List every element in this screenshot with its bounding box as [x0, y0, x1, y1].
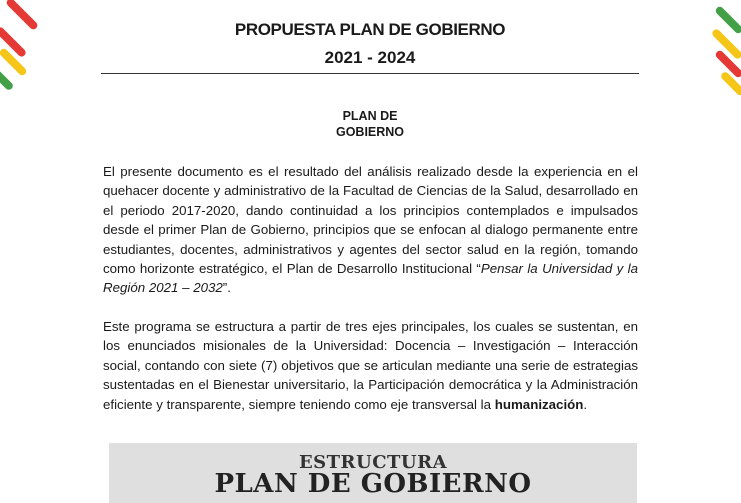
structure-text: Este programa se estructura a partir de tres ejes principales, los cuales se sustentan, en los enunciados misionales de la Universidad: Docencia – Investigación – Interacción social, contando con siete (7) objetivos que se articulan mediante una serie de estrategias sustentadas en el Bienestar universitario, la Participación democrática y la Administración eficiente y transparente, siempre teniendo como eje transversal la	[103, 319, 638, 412]
plan-name-italic: Pensar la Universidad y la Región 2021 – 2032	[103, 261, 638, 296]
banner-title: PLAN DE GOBIERNO	[214, 469, 532, 499]
section-heading-line1: PLAN DE	[342, 109, 398, 123]
intro-text-end: ”.	[222, 280, 231, 296]
intro-text: El presente documento es el resultado del análisis realizado desde la experiencia en el quehacer docente y administrativo de la Facultad de Ciencias de la Salud, desarrollado en el periodo 2017-2020, dando continuidad a los principios contemplados e impulsados desde el primer Plan de Gobierno, principios que se enfocan al dialogo permanente entre estudiantes, docentes, administrativos y agentes del sector salud en la región, tomando como horizonte estratégico, el Plan de Desarrollo Institucional “	[103, 164, 638, 277]
document-title: PROPUESTA PLAN DE GOBIERNO	[234, 20, 506, 39]
right-stripe-decoration	[708, 0, 741, 95]
document-period: 2021 - 2024	[324, 48, 416, 67]
structure-banner	[109, 443, 637, 503]
structure-text-end: .	[583, 396, 588, 412]
header-divider	[101, 73, 639, 74]
banner-subtitle: ESTRUCTURA	[298, 452, 448, 473]
intro-paragraph	[103, 162, 638, 298]
left-stripe-decoration	[0, 0, 50, 90]
section-heading-line2: GOBIERNO	[335, 125, 405, 139]
structure-paragraph	[103, 317, 638, 414]
humanizacion-bold: humanización	[494, 396, 584, 412]
section-heading	[300, 108, 440, 140]
